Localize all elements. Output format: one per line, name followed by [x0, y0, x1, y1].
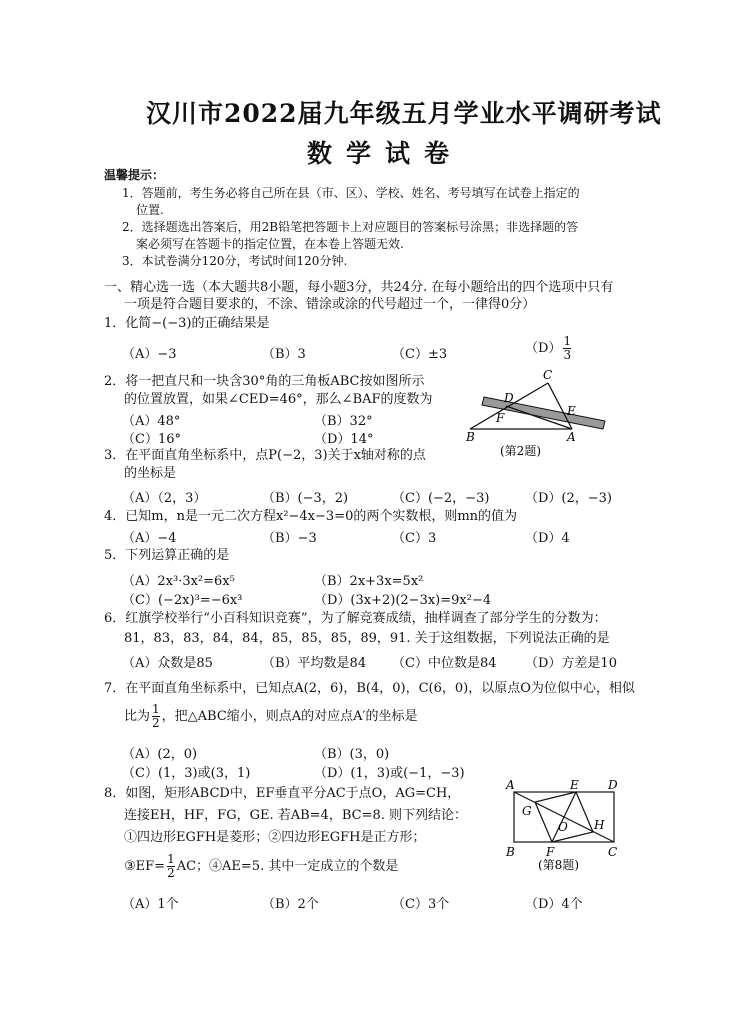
q1-option-d-fraction: $\frac{1}{3}$ [563, 334, 572, 362]
q6-line2: 81，83，83，84，84，85，85，85，89，91. 关于这组数据，下列说法正确的是 [124, 631, 610, 646]
label-a: A [506, 778, 515, 792]
notice-heading: 温馨提示： [104, 168, 165, 182]
q3-option-c: （C）(−2，−3) [392, 491, 490, 506]
label-b: B [466, 430, 475, 444]
q5-option-c: （C）(−2x)³=−6x³ [122, 593, 243, 608]
q4-option-b: （B）−3 [262, 531, 317, 546]
label-c: C [608, 845, 618, 859]
q2-option-d: （D）14° [314, 432, 374, 447]
q4-option-c: （C）3 [392, 531, 437, 546]
q4-stem: 4．已知m，n是一元二次方程x²−4x−3=0的两个实数根，则mn的值为 [104, 509, 518, 524]
q2-option-c: （C）16° [122, 432, 181, 447]
label-o: O [558, 820, 568, 834]
q2-line1: 2．将一把直尺和一块含30°角的三角板ABC按如图所示 [104, 374, 425, 389]
q5-stem: 5．下列运算正确的是 [104, 548, 230, 563]
q8-line3: ①四边形EGFH是菱形；②四边形EGFH是正方形； [124, 830, 426, 845]
q3-line1: 3．在平面直角坐标系中，点P(−2，3)关于x轴对称的点 [104, 448, 426, 463]
label-f: F [496, 411, 505, 425]
q1-option-b: （B）3 [262, 347, 306, 362]
q7-option-a: （A）(2，0) [122, 747, 198, 762]
label-e: E [570, 778, 579, 792]
q2-option-b: （B）32° [314, 414, 373, 429]
notice-item-2-cont: 案必须写在答题卡的指定位置，在本卷上答题无效. [136, 237, 404, 251]
q1-option-a: （A）−3 [122, 347, 177, 362]
q6-option-c: （C）中位数是84 [392, 656, 497, 671]
label-h: H [594, 818, 605, 832]
q6-option-a: （A）众数是85 [122, 656, 213, 671]
q8-line2: 连接EH，HF，FG，GE. 若AB=4，BC=8. 则下列结论： [124, 808, 468, 823]
q3-option-b: （B）(−3，2) [262, 491, 349, 506]
exam-title: 汉川市2022届九年级五月学业水平调研考试 [146, 99, 662, 128]
q1-option-d: （D） $\frac{1}{3}$ [525, 334, 572, 362]
q2-caption: (第2题) [500, 444, 541, 458]
label-e: E [567, 404, 576, 418]
q6-option-b: （B）平均数是84 [262, 656, 367, 671]
q1-option-c: （C）±3 [392, 347, 448, 362]
q8-ef-fraction: $\frac{1}{2}$ [167, 852, 175, 880]
q8-line1: 8．如图，矩形ABCD中，EF垂直平分AC于点O，AG=CH， [104, 786, 461, 801]
notice-item-1-cont: 位置. [136, 203, 164, 217]
label-c: C [543, 368, 553, 382]
label-b: B [506, 845, 515, 859]
q8-option-d: （D）4个 [525, 897, 583, 912]
q2-option-a: （A）48° [122, 414, 181, 429]
q3-option-d: （D）(2，−3) [525, 491, 613, 506]
q7-option-d: （D）(1，3)或(−1，−3) [314, 766, 465, 781]
notice-item-1: 1．答题前，考生务必将自己所在县（市、区）、学校、姓名、考号填写在试卷上指定的 [122, 186, 580, 200]
q8-caption: (第8题) [538, 858, 579, 872]
q5-option-b: （B）2x+3x=5x² [314, 574, 424, 589]
q4-option-a: （A）−4 [122, 531, 177, 546]
q7-ratio-fraction: $\frac{1}{2}$ [152, 702, 160, 730]
q7-line1: 7．在平面直角坐标系中，已知点A(2，6)，B(4，0)，C(6，0)，以原点O为位似中心，相似 [104, 681, 635, 696]
q6-line1: 6．红旗学校举行“小百科知识竞赛”，为了解竞赛成绩，抽样调查了部分学生的分数为： [104, 611, 607, 626]
q7-option-b: （B）(3，0) [314, 747, 390, 762]
q1-stem: 1．化简−(−3)的正确结果是 [104, 316, 270, 331]
q4-option-d: （D）4 [525, 531, 570, 546]
q3-line2: 的坐标是 [124, 466, 177, 481]
exam-subtitle: 数学试卷 [307, 139, 464, 168]
q8-option-b: （B）2个 [262, 897, 319, 912]
notice-item-3: 3．本试卷满分120分，考试时间120分钟. [122, 254, 348, 268]
label-g: G [522, 804, 532, 818]
q8-option-a: （A）1个 [122, 897, 179, 912]
section1-line2: 一项是符合题目要求的，不涂、错涂或涂的代号超过一个，一律得0分） [124, 297, 536, 312]
label-a: A [567, 430, 576, 444]
q8-figure [500, 776, 632, 876]
q5-option-a: （A）2x³·3x²=6x⁵ [122, 574, 235, 589]
notice-item-2: 2．选择题选出答案后，用2B铅笔把答题卡上对应题目的答案标号涂黑；非选择题的答 [122, 220, 579, 234]
label-d: D [608, 778, 618, 792]
q5-option-d: （D）(3x+2)(2−3x)=9x²−4 [314, 593, 492, 608]
label-d: D [504, 391, 514, 405]
q3-option-a: （A）（2，3） [122, 491, 207, 506]
q2-figure [458, 366, 618, 462]
section1-line1: 一、精心选一选（本大题共8小题，每小题3分，共24分. 在每小题给出的四个选项中只有 [104, 280, 614, 295]
q2-line2: 的位置放置，如果∠CED=46°，那么∠BAF的度数为 [124, 392, 433, 407]
q7-line2: 比为 $\frac{1}{2}$ ，把△ABC缩小，则点A的对应点A′的坐标是 [124, 702, 418, 730]
q6-option-d: （D）方差是10 [525, 656, 617, 671]
q8-option-c: （C）3个 [392, 897, 450, 912]
label-f: F [546, 845, 555, 859]
q7-option-c: （C）(1，3)或(3，1) [122, 766, 251, 781]
q8-line4: ③EF= $\frac{1}{2}$ AC；④AE=5. 其中一定成立的个数是 [124, 852, 399, 880]
